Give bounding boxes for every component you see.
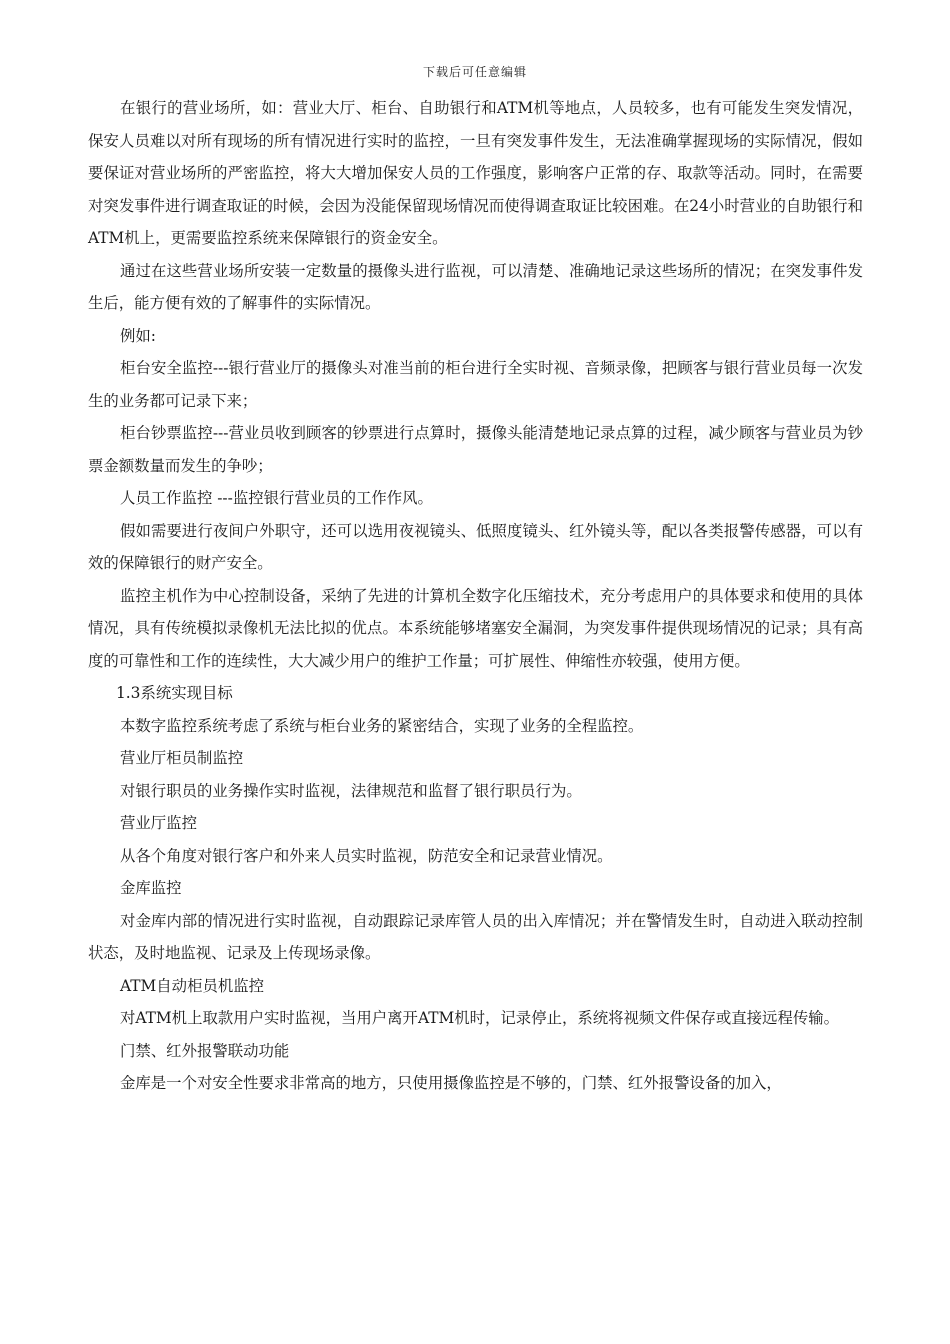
paragraph-bank-premises: 在银行的营业场所，如：营业大厅、柜台、自助银行和ATM机等地点，人员较多，也有可能发生突发情况，保安人员难以对所有现场的所有情况进行实时的监控，一旦有突发事件发生，无法准确掌握现场的实际情况，假如要保证对营业场所的严密监控，将大大增加保安人员的工作强度，影响客户正常的存、取款等活动。同时，在需要对突发事件进行调查取证的时候，会因为没能保留现场情况而使得调查取证比较困难。在24小时营业的自助银行和ATM机上，更需要监控系统来保障银行的资金安全。 bbox=[88, 99, 863, 247]
subheading-vault-monitoring: 金库监控 bbox=[120, 879, 182, 897]
paragraph-cash-monitoring: 柜台钞票监控---营业员收到顾客的钞票进行点算时，摄像头能清楚地记录点算的过程，减少顾客与营业员为钞票金额数量而发生的争吵； bbox=[88, 424, 863, 475]
subheading-access-alarm: 门禁、红外报警联动功能 bbox=[120, 1041, 290, 1060]
paragraph-night-duty: 假如需要进行夜间户外职守，还可以选用夜视镜头、低照度镜头、红外镜头等，配以各类报警传感器，可以有效的保障银行的财产安全。 bbox=[88, 521, 863, 572]
section-heading: 1.3系统实现目标 bbox=[116, 684, 233, 702]
paragraph-teller-monitoring: 对银行职员的业务操作实时监视，法律规范和监督了银行职员行为。 bbox=[120, 781, 582, 800]
paragraph-atm-monitoring: 对ATM机上取款用户实时监视，当用户离开ATM机时，记录停止，系统将视频文件保存或直接远程传输。 bbox=[120, 1009, 840, 1027]
page-header: 下载后可任意编辑 bbox=[422, 65, 527, 79]
paragraph-host-controller: 监控主机作为中心控制设备，采纳了先进的计算机全数字化压缩技术，充分考虑用户的具体要求和使用的具体情况，具有传统模拟录像机无法比拟的优点。本系统能够堵塞安全漏洞，为突发事件提供现场情况的记录；具有高度的可靠性和工作的连续性，大大减少用户的维护工作量；可扩展性、伸缩性亦较强，使用方便。 bbox=[88, 586, 863, 670]
paragraph-camera-install: 通过在这些营业场所安装一定数量的摄像头进行监视，可以清楚、准确地记录这些场所的情况；在突发事件发生后，能方便有效的了解事件的实际情况。 bbox=[88, 261, 863, 312]
paragraph-example-label: 例如: bbox=[120, 326, 156, 345]
paragraph-goal-summary: 本数字监控系统考虑了系统与柜台业务的紧密结合，实现了业务的全程监控。 bbox=[120, 716, 644, 735]
subheading-atm-monitoring: ATM自动柜员机监控 bbox=[120, 976, 265, 995]
paragraph-vault-monitoring: 对金库内部的情况进行实时监视，自动跟踪记录库管人员的出入库情况；并在警情发生时，自动进入联动控制状态，及时地监视、记录及上传现场录像。 bbox=[88, 911, 863, 962]
paragraph-access-alarm: 金库是一个对安全性要求非常高的地方，只使用摄像监控是不够的，门禁、红外报警设备的加入， bbox=[120, 1074, 782, 1092]
document-body bbox=[88, 92, 863, 1100]
paragraph-counter-security: 柜台安全监控---银行营业厅的摄像头对准当前的柜台进行全实时视、音频录像，把顾客与银行营业员每一次发生的业务都可记录下来； bbox=[88, 359, 863, 410]
subheading-hall-monitoring: 营业厅监控 bbox=[120, 814, 197, 832]
paragraph-staff-monitoring: 人员工作监控 ---监控银行营业员的工作作风。 bbox=[120, 489, 433, 507]
paragraph-hall-monitoring: 从各个角度对银行客户和外来人员实时监视，防范安全和记录营业情况。 bbox=[120, 846, 613, 865]
subheading-teller-monitoring: 营业厅柜员制监控 bbox=[120, 749, 244, 767]
